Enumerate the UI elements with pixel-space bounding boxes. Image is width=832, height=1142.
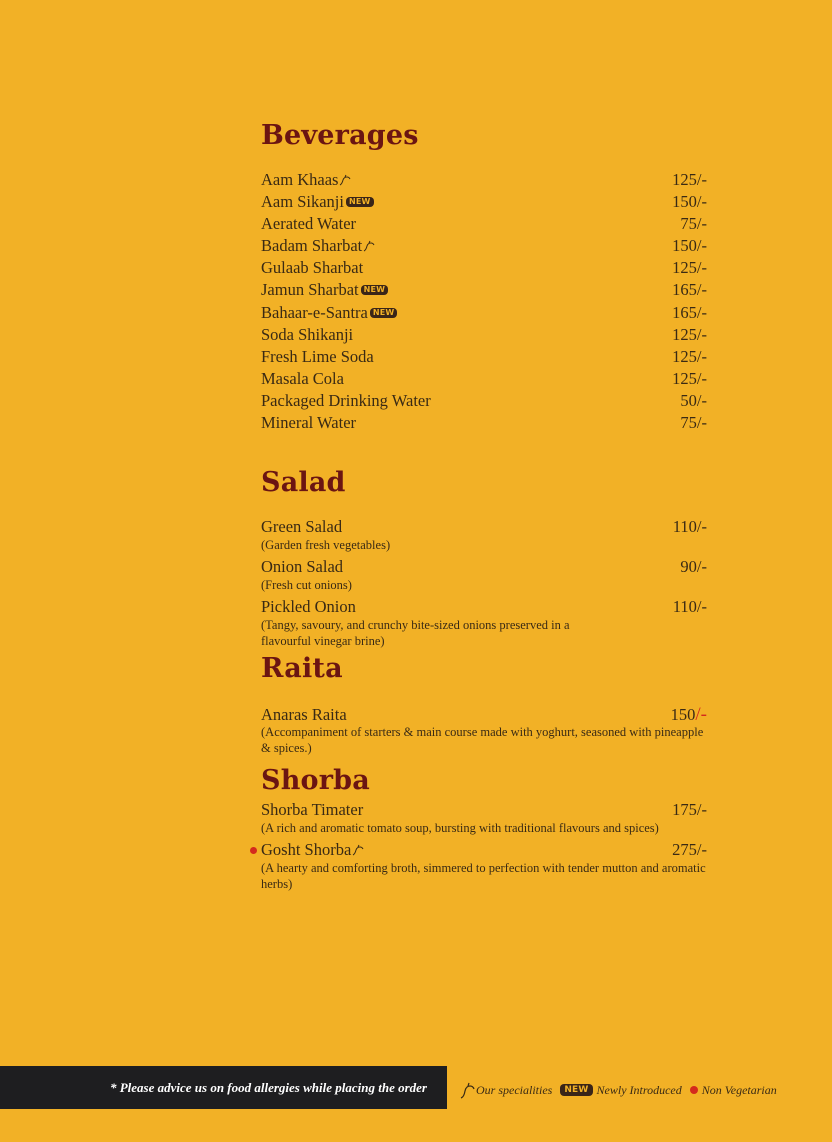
new-badge: NEW: [346, 197, 374, 207]
item-description: (Tangy, savoury, and crunchy bite-sized onions preserved in a flavourful vinegar brine): [261, 618, 570, 649]
item-description: (Fresh cut onions): [261, 578, 352, 593]
menu-item: [261, 280, 707, 302]
menu-item: [261, 347, 707, 369]
section-title-salad: Salad: [261, 467, 346, 498]
item-price: 125/-: [672, 346, 707, 366]
raita-list: [261, 704, 707, 760]
section-title-raita: Raita: [261, 653, 343, 684]
item-price: 125/-: [672, 368, 707, 388]
section-title-shorba: Shorba: [261, 765, 370, 796]
allergy-note: * Please advice us on food allergies while placing the order: [109, 1079, 427, 1095]
item-name: Aam Sikanji: [261, 192, 344, 212]
salad-list: [261, 517, 707, 653]
item-price: 90/-: [680, 557, 707, 577]
item-name: Shorba Timater: [261, 800, 364, 819]
item-name: Onion Salad: [261, 557, 344, 577]
item-price: 50/-: [680, 390, 707, 410]
menu-item: [261, 170, 707, 192]
item-name: Masala Cola: [261, 368, 344, 388]
menu-item: [261, 597, 707, 649]
item-name: Gulaab Sharbat: [261, 258, 364, 278]
menu-item: [261, 369, 707, 391]
menu-item: [261, 840, 707, 892]
item-price: 110/-: [672, 517, 707, 536]
item-price: 125/-: [672, 170, 707, 189]
item-price: 150/-: [672, 236, 707, 256]
new-badge: NEW: [370, 308, 398, 318]
item-name: Anaras Raita: [261, 705, 347, 724]
menu-item: [261, 303, 707, 325]
legend-specialities: [460, 1081, 552, 1099]
shorba-list: [261, 800, 707, 896]
item-name: Mineral Water: [261, 413, 357, 433]
item-description: (A rich and aromatic tomato soup, bursting with traditional flavours and spices): [261, 821, 659, 836]
speciality-icon: [339, 174, 351, 186]
item-price: 125/-: [672, 324, 707, 344]
new-badge: NEW: [560, 1084, 592, 1096]
item-name: Jamun Sharbat: [261, 280, 359, 300]
new-badge: NEW: [361, 285, 389, 295]
item-name: Aerated Water: [261, 214, 357, 234]
item-description: (Garden fresh vegetables): [261, 538, 391, 553]
item-name: Pickled Onion: [261, 597, 356, 617]
menu-item: [261, 192, 707, 214]
menu-item: [261, 704, 707, 756]
beverages-list: [261, 170, 707, 435]
item-price-value: 150: [670, 705, 696, 724]
item-price: 165/-: [672, 280, 707, 300]
speciality-icon: [352, 844, 364, 856]
item-price: 125/-: [672, 258, 707, 278]
speciality-icon: [363, 240, 375, 252]
item-price: 175/-: [672, 800, 707, 819]
item-price: 75/-: [680, 214, 707, 234]
item-price: 75/-: [680, 413, 707, 433]
item-price: 110/-: [672, 597, 707, 617]
legend-specialities-label: Our specialities: [476, 1082, 553, 1097]
non-veg-dot-icon: [250, 847, 257, 854]
menu-item: [261, 325, 707, 347]
legend-new-label: Newly Introduced: [596, 1082, 682, 1097]
item-name: Badam Sharbat: [261, 236, 363, 256]
item-name: Green Salad: [261, 517, 343, 536]
item-price: 150/-: [672, 192, 707, 212]
item-price: 275/-: [672, 840, 707, 860]
allergy-note-bar: [0, 1066, 447, 1109]
legend-non-veg-label: Non Vegetarian: [701, 1082, 777, 1097]
item-name: Aam Khaas: [261, 170, 339, 189]
item-description: (A hearty and comforting broth, simmered to perfection with tender mutton and aromatic herbs): [261, 861, 706, 892]
item-price: 165/-: [672, 302, 707, 322]
item-name: Fresh Lime Soda: [261, 346, 374, 366]
menu-item: [261, 517, 707, 553]
menu-item: [261, 236, 707, 258]
menu-item: [261, 557, 707, 593]
legend-non-veg: [690, 1083, 777, 1098]
item-name: Gosht Shorba: [261, 840, 352, 860]
item-price: [671, 704, 707, 726]
menu-item: [261, 800, 707, 836]
item-price-suffix: /-: [695, 704, 707, 725]
legend-new: [560, 1083, 681, 1098]
legend: [460, 1078, 820, 1102]
menu-item: [261, 413, 707, 435]
menu-item: [261, 214, 707, 236]
non-veg-dot-icon: [690, 1086, 698, 1094]
section-title-beverages: Beverages: [261, 120, 419, 151]
item-description: (Accompaniment of starters & main course made with yoghurt, seasoned with pineapple & spices.): [261, 725, 704, 756]
menu-item: [261, 258, 707, 280]
item-name: Bahaar-e-Santra: [261, 302, 368, 322]
item-name: Packaged Drinking Water: [261, 390, 431, 410]
menu-item: [261, 391, 707, 413]
speciality-icon: [460, 1081, 476, 1099]
item-name: Soda Shikanji: [261, 324, 354, 344]
